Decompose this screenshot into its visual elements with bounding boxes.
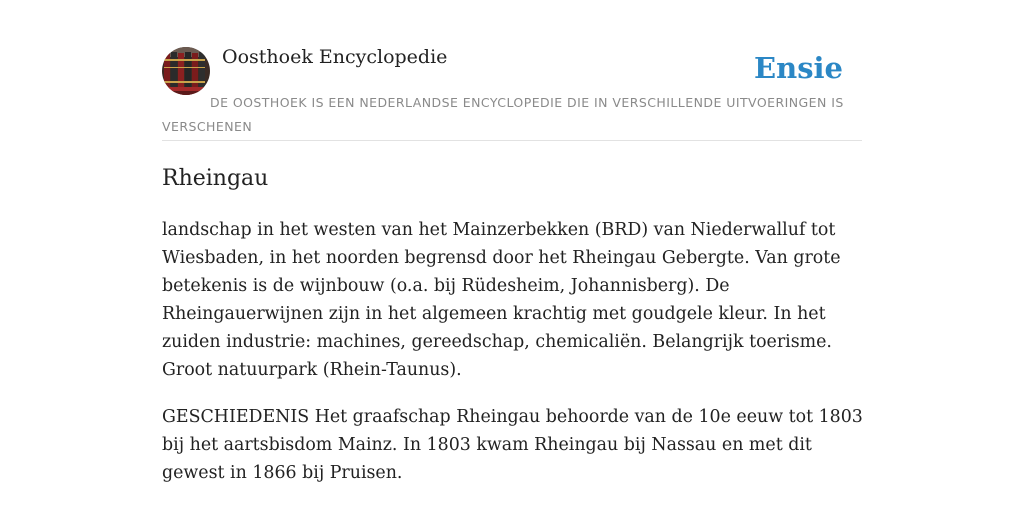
- encyclopedia-books-icon[interactable]: [162, 47, 210, 95]
- brand-logo[interactable]: Ensie: [754, 51, 843, 85]
- site-title[interactable]: Oosthoek Encyclopedie: [222, 46, 448, 68]
- article: [162, 163, 867, 487]
- article-paragraph: GESCHIEDENIS Het graafschap Rheingau behoorde van de 10e eeuw tot 1803 bij het aartsbisdom Mainz. In 1803 kwam Rheingau bij Nassau en met dit gewest in 1866 bij Pruisen.: [162, 407, 863, 483]
- site-tagline: DE OOSTHOEK IS EEN NEDERLANDSE ENCYCLOPEDIE DIE IN VERSCHILLENDE UITVOERINGEN IS VERSCHENEN: [162, 95, 844, 134]
- article-paragraph: landschap in het westen van het Mainzerbekken (BRD) van Niederwalluf tot Wiesbaden, in het noorden begrensd door het Rheingau Gebergte. Van grote betekenis is de wijnbouw (o.a. bij Rüdesheim, Johannisberg). De Rheingauerwijnen zijn in het algemeen krachtig met goudgele kleur. In het zuiden industrie: machines, gereedschap, chemicaliën. Belangrijk toerisme. Groot natuurpark (Rhein-Taunus).: [162, 220, 841, 380]
- site-header: [162, 46, 862, 141]
- article-title: Rheingau: [162, 166, 269, 191]
